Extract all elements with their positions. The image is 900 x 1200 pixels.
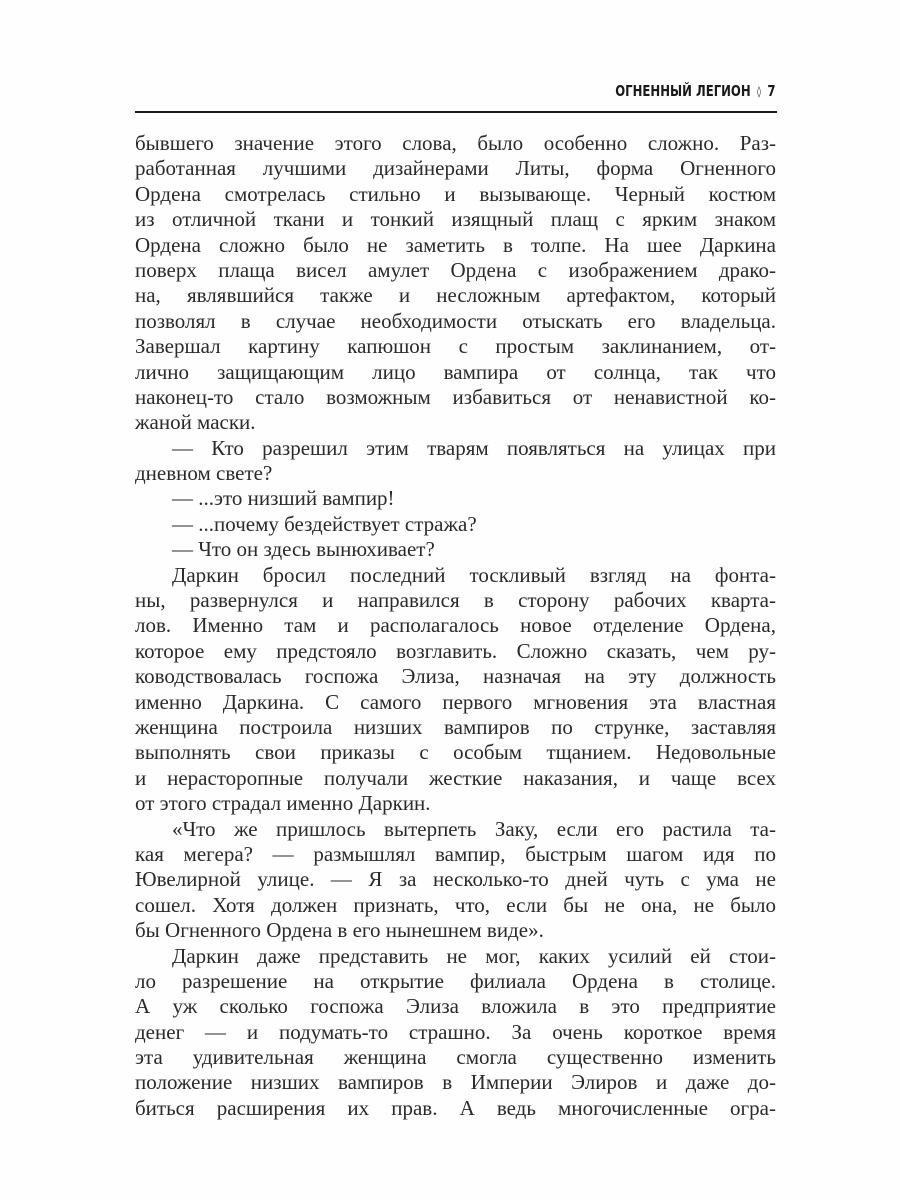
text-line: поверх плаща висел амулет Ордена с изображением драко- [135, 257, 776, 282]
text-line: на, являвшийся также и несложным артефактом, который [135, 283, 776, 308]
header-rule [135, 111, 777, 113]
text-line: Ювелирной улице. — Я за несколько-то дней чуть с ума не [135, 867, 776, 892]
text-line: позволял в случае необходимости отыскать его владельца. [135, 308, 776, 333]
text-line: и нерасторопные получали жесткие наказания, и чаще всех [135, 765, 776, 790]
text-line: эта удивительная женщина смогла существенно изменить [135, 1045, 776, 1070]
text-line: наконец-то стало возможным избавиться от ненавистной ко- [135, 384, 776, 409]
text-line: биться расширения их прав. А ведь многочисленные огра- [135, 1095, 776, 1120]
text-line: ло разрешение на открытие филиала Ордена в столице. [135, 968, 776, 993]
text-line: — ...почему бездействует стража? [172, 511, 477, 536]
running-title: ОГНЕННЫЙ ЛЕГИОН [615, 82, 752, 100]
body-text [135, 131, 776, 1121]
text-line: бывшего значение этого слова, было особенно сложно. Раз- [135, 131, 776, 155]
text-line: Даркин даже представить не мог, каких усилий ей стои- [172, 943, 776, 968]
text-line: лов. Именно там и располагалось новое отделение Ордена, [135, 613, 776, 638]
text-line: которое ему предстояло возглавить. Сложно сказать, чем ру- [135, 638, 776, 663]
text-line: Ордена смотрелась стильно и вызывающе. Черный костюм [135, 181, 776, 206]
running-header [616, 82, 776, 100]
text-line: работанная лучшими дизайнерами Литы, форма Огненного [135, 156, 776, 181]
text-line: женщина построила низших вампиров по струнке, заставляя [135, 714, 776, 739]
text-line: денег — и подумать-то страшно. За очень короткое время [135, 1019, 776, 1044]
text-line: от этого страдал именно Даркин. [135, 791, 431, 816]
text-line: Ордена сложно было не заметить в толпе. На шее Даркина [135, 232, 776, 257]
text-line: — Что он здесь вынюхивает? [172, 537, 435, 562]
text-line: «Что же пришлось вытерпеть Заку, если его растила та- [172, 816, 776, 841]
text-line: Завершал картину капюшон с простым заклинанием, от- [135, 334, 776, 359]
text-line: — ...это низший вампир! [172, 486, 395, 511]
text-line: ководствовалась госпожа Элиза, назначая на эту должность [135, 664, 776, 689]
text-line: Даркин бросил последний тоскливый взгляд на фонта- [172, 562, 776, 587]
text-line: лично защищающим лицо вампира от солнца, так что [135, 359, 776, 384]
text-line: — Кто разрешил этим тварям появляться на улицах при [172, 435, 776, 460]
diamond-separator-icon: ◊ [757, 85, 762, 98]
text-line: положение низших вампиров в Империи Элиров и даже до- [135, 1070, 776, 1095]
text-line: бы Огненного Ордена в его нынешнем виде». [135, 918, 544, 943]
text-line: из отличной ткани и тонкий изящный плащ с ярким знаком [135, 207, 776, 232]
text-line: А уж сколько госпожа Элиза вложила в это предприятие [135, 994, 776, 1019]
text-line: кая мегера? — размышлял вампир, быстрым шагом идя по [135, 841, 776, 866]
text-line: дневном свете? [135, 461, 273, 486]
text-line: выполнять свои приказы с особым тщанием. Недовольные [135, 740, 776, 765]
text-line: ны, развернулся и направился в сторону рабочих кварта- [135, 588, 776, 613]
page-number: 7 [767, 82, 776, 100]
text-line: сошел. Хотя должен признать, что, если бы не она, не было [135, 892, 776, 917]
text-line: именно Даркина. С самого первого мгновения эта властная [135, 689, 776, 714]
text-line: жаной маски. [135, 410, 256, 435]
